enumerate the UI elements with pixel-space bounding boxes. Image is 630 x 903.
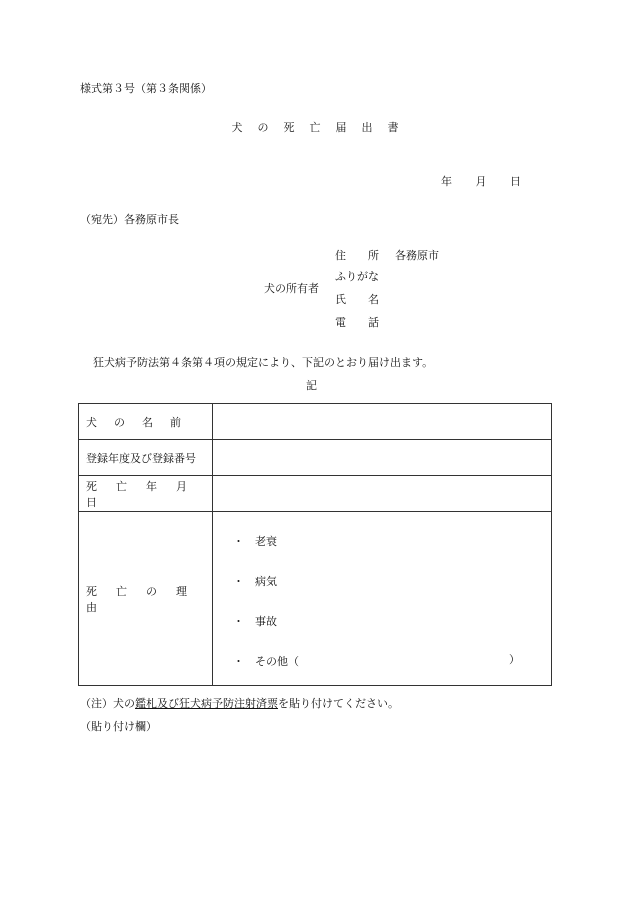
owner-phone-row (335, 316, 401, 330)
reason-label: 死亡の理由 (86, 584, 206, 614)
registration-label: 登録年度及び登録番号 (86, 451, 196, 465)
furigana-label: ふりがな (335, 270, 379, 283)
addressee: （宛先）各務原市長 (80, 213, 179, 226)
owner-name-row (335, 293, 401, 307)
owner-furigana-row (335, 270, 395, 284)
reason-option-accident[interactable] (233, 613, 277, 629)
bullet: ・ (233, 614, 244, 628)
document-title: 犬の死亡届出書 (231, 121, 414, 134)
table-row (79, 476, 552, 512)
date-line: 年 月 日 (441, 175, 521, 188)
reason-text: 病気 (255, 574, 277, 588)
name-label: 氏名 (335, 293, 401, 306)
reason-option-other[interactable] (233, 653, 299, 669)
note-suffix: を貼り付けてください。 (278, 697, 399, 710)
owner-address-row (335, 249, 439, 263)
form-number: 様式第３号（第３条関係） (80, 82, 212, 95)
note-prefix: （注）犬の (80, 697, 135, 710)
form-table (78, 403, 552, 686)
death-date-field[interactable] (213, 476, 552, 512)
statement: 狂犬病予防法第４条第４項の規定により、下記のとおり届け出ます。 (93, 356, 434, 369)
ki-heading: 記 (306, 379, 317, 392)
bullet: ・ (233, 654, 244, 668)
reason-list (213, 513, 551, 685)
note-underlined: 鑑札及び狂犬病予防注射済票 (135, 697, 278, 710)
table-row (79, 404, 552, 440)
owner-label: 犬の所有者 (264, 282, 319, 295)
address-label: 住所 (335, 249, 401, 262)
death-date-label: 死亡年月日 (86, 479, 206, 509)
registration-field[interactable] (213, 440, 552, 476)
dog-name-field[interactable] (213, 404, 552, 440)
registration-label-cell (79, 440, 213, 476)
reason-text: その他（ (255, 654, 299, 668)
reason-text: 事故 (255, 614, 277, 628)
dog-name-label-cell (79, 404, 213, 440)
bullet: ・ (233, 534, 244, 548)
table-row (79, 440, 552, 476)
attach-label: （貼り付け欄） (80, 720, 157, 733)
reason-option-old-age[interactable] (233, 533, 277, 549)
reason-text: 老衰 (255, 534, 277, 548)
bullet: ・ (233, 574, 244, 588)
other-paren-close: ） (509, 652, 520, 666)
table-row (79, 512, 552, 686)
reason-label-cell (79, 512, 213, 686)
death-date-label-cell (79, 476, 213, 512)
address-value: 各務原市 (395, 249, 439, 262)
reason-field (213, 512, 552, 686)
note (80, 697, 399, 711)
dog-name-label: 犬の名前 (86, 415, 198, 429)
reason-option-illness[interactable] (233, 573, 277, 589)
phone-label: 電話 (335, 316, 401, 329)
